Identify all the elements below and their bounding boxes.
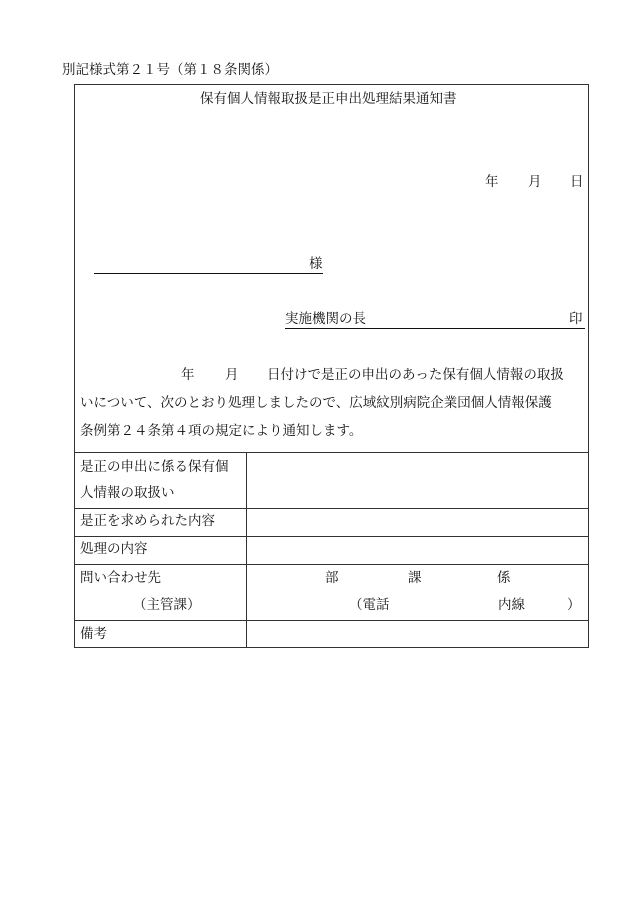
table-top-border [74,452,589,453]
date-year-label: 年 [485,174,499,190]
body-line-2: いについて、次のとおり処理しましたので、広域紋別病院企業団個人情報保護 [80,395,552,411]
body-line-3: 条例第２４条第４項の規定により通知します。 [80,423,363,439]
contact-close-paren: ） [567,597,581,613]
contact-phone-label: （電話 [349,597,390,613]
form-number-label: 別記様式第２１号（第１８条関係） [62,62,278,78]
body-month-label: 月 [225,367,239,383]
date-day-label: 日 [570,174,584,190]
body-line-1: 日付けで是正の申出のあった保有個人情報の取扱 [267,367,564,383]
document-title: 保有個人情報取扱是正申出処理結果通知書 [200,91,457,107]
row-subject-label-line-2: 人情報の取扱い [80,485,175,501]
addressee-suffix: 様 [309,256,323,272]
table-row-divider-4 [74,620,589,621]
row-subject-label-line-1: 是正の申出に係る保有個 [80,459,229,475]
body-year-label: 年 [181,367,195,383]
row-contact-label: 問い合わせ先 [80,570,161,586]
seal-mark: 印 [569,311,583,327]
issuer-label: 実施機関の長 [285,311,366,327]
addressee-underline [94,273,323,274]
issuer-underline [285,328,585,329]
contact-unit-label: 係 [497,570,511,586]
contact-section-label: 課 [408,570,422,586]
table-row-divider-1 [74,508,589,509]
contact-department-label: 部 [325,570,339,586]
row-processing-content-label: 処理の内容 [80,541,148,557]
row-requested-content-label: 是正を求められた内容 [80,513,215,529]
contact-extension-label: 内線 [498,597,525,613]
row-contact-sublabel: （主管課） [133,597,201,613]
table-row-divider-2 [74,536,589,537]
date-month-label: 月 [528,174,542,190]
table-column-divider [246,452,247,648]
table-row-divider-3 [74,564,589,565]
row-remarks-label: 備考 [80,626,107,642]
